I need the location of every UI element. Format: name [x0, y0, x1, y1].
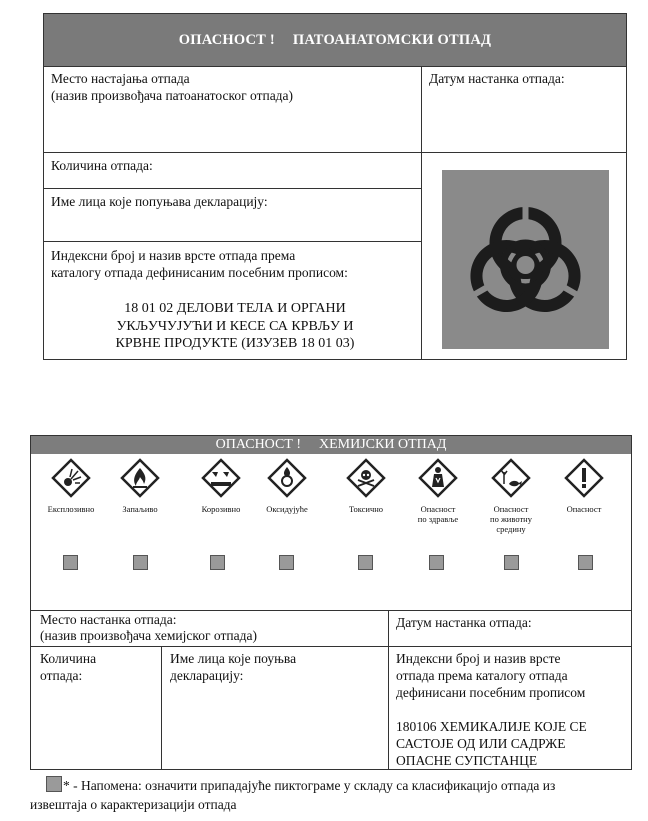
chemical-name-label: Име лица које поуњва: [170, 651, 297, 666]
chemical-date-field[interactable]: [396, 614, 628, 631]
pathology-place-label: Место настајања отпада: [51, 71, 190, 86]
oxidizing-icon: [267, 458, 307, 498]
pictogram-label-environment: Опасност по животну средину: [490, 504, 532, 534]
exclamation-icon: [564, 458, 604, 498]
checkbox-corrosive[interactable]: [210, 555, 225, 570]
checkbox-toxic[interactable]: [358, 555, 373, 570]
toxic-icon: [346, 458, 386, 498]
environment-icon: [491, 458, 531, 498]
pathology-index-label-2: каталогу отпада дефинисаним посебним прописом:: [51, 265, 348, 280]
chemical-header: [31, 436, 631, 454]
pathology-header-title: ПАТОАНАТОМСКИ ОТПАД: [292, 31, 492, 48]
pathology-index-label: Индексни број и назив врсте отпада према: [51, 248, 296, 263]
pictogram-row: [31, 455, 631, 610]
chemical-quantity-label-2: отпада:: [40, 668, 83, 683]
chemical-index-field: [396, 650, 628, 769]
chemical-waste-code-line1: 180106 ХЕМИКАЛИЈЕ КОЈЕ СЕ: [396, 719, 587, 734]
chemical-place-field[interactable]: [40, 612, 385, 644]
pictogram-label-health: Опасност по здравље: [417, 504, 459, 524]
pictogram-label-exclamation: Опасност: [566, 504, 602, 514]
health-hazard-icon: [418, 458, 458, 498]
pathology-quantity-label: Количина отпада:: [51, 158, 153, 173]
chemical-waste-code-line3: ОПАСНЕ СУПСТАНЦЕ: [396, 753, 538, 768]
pictogram-label-flammable: Запаљиво: [122, 504, 158, 514]
flammable-icon: [120, 458, 160, 498]
footnote-line1: * - Напомена: означити припадајуће пиктограме у складу са класификацијо отпада из: [63, 778, 556, 793]
pathology-date-label: Датум настанка отпада:: [429, 71, 565, 86]
chemical-header-title: ХЕМИЈСКИ ОТПАД: [319, 437, 447, 452]
pictogram-label-corrosive: Корозивно: [201, 504, 241, 514]
pathology-waste-code-line1: 18 01 02 ДЕЛОВИ ТЕЛА И ОРГАНИ: [124, 301, 346, 316]
pathology-name-label: Име лица које попуњава декларацију:: [51, 194, 268, 209]
chemical-index-label-3: дефинисани посебним прописом: [396, 685, 586, 700]
chemical-waste-code-line2: САСТОЈЕ ОД ИЛИ САДРЖЕ: [396, 736, 566, 751]
chemical-place-label: Место настанка отпада:: [40, 612, 177, 627]
checkbox-exclamation[interactable]: [578, 555, 593, 570]
pathology-index-field: [51, 247, 416, 281]
checkbox-health[interactable]: [429, 555, 444, 570]
pathology-name-field[interactable]: [51, 193, 416, 210]
chemical-quantity-field[interactable]: [40, 650, 158, 684]
checkbox-flammable[interactable]: [133, 555, 148, 570]
chemical-index-label: Индексни број и назив врсте: [396, 651, 561, 666]
pathology-waste-code: [60, 300, 410, 353]
pathology-quantity-field[interactable]: [51, 157, 416, 174]
pathology-date-field[interactable]: [429, 70, 624, 87]
checkbox-explosive[interactable]: [63, 555, 78, 570]
chemical-place-sublabel: (назив произвођача хемијског отпада): [40, 628, 257, 643]
pathology-header-danger: ОПАСНОСТ !: [178, 31, 275, 48]
pathology-place-field[interactable]: [51, 70, 416, 104]
pathology-header: [44, 14, 626, 66]
chemical-quantity-label: Количина: [40, 651, 97, 666]
chemical-header-danger: ОПАСНОСТ !: [215, 437, 302, 452]
footnote: [30, 776, 640, 814]
corrosive-icon: [201, 458, 241, 498]
chemical-name-label-2: декларацију:: [170, 668, 244, 683]
chemical-index-label-2: отпада према каталогу отпада: [396, 668, 568, 683]
checkbox-oxidizing[interactable]: [279, 555, 294, 570]
pathology-waste-code-line2: УКЉУЧУЈУЋИ И КЕСЕ СА КРВЉУ И: [116, 318, 354, 334]
pictogram-label-oxidizing: Оксидујуће: [266, 504, 308, 514]
checkbox-environment[interactable]: [504, 555, 519, 570]
pictogram-label-toxic: Токсично: [348, 504, 384, 514]
pictogram-label-explosive: Експлозивно: [47, 504, 95, 514]
chemical-name-field[interactable]: [170, 650, 384, 684]
explosive-icon: [51, 458, 91, 498]
footnote-line2: извештаја о карактеризацији отпада: [30, 797, 237, 812]
chemical-date-label: Датум настанка отпада:: [396, 615, 532, 630]
pathology-waste-code-line3: КРВНЕ ПРОДУКТЕ (ИЗУЗЕВ 18 01 03): [115, 336, 355, 351]
pathology-place-sublabel: (назив произвођача патоанатоског отпада): [51, 88, 294, 103]
biohazard-icon: [442, 170, 609, 349]
